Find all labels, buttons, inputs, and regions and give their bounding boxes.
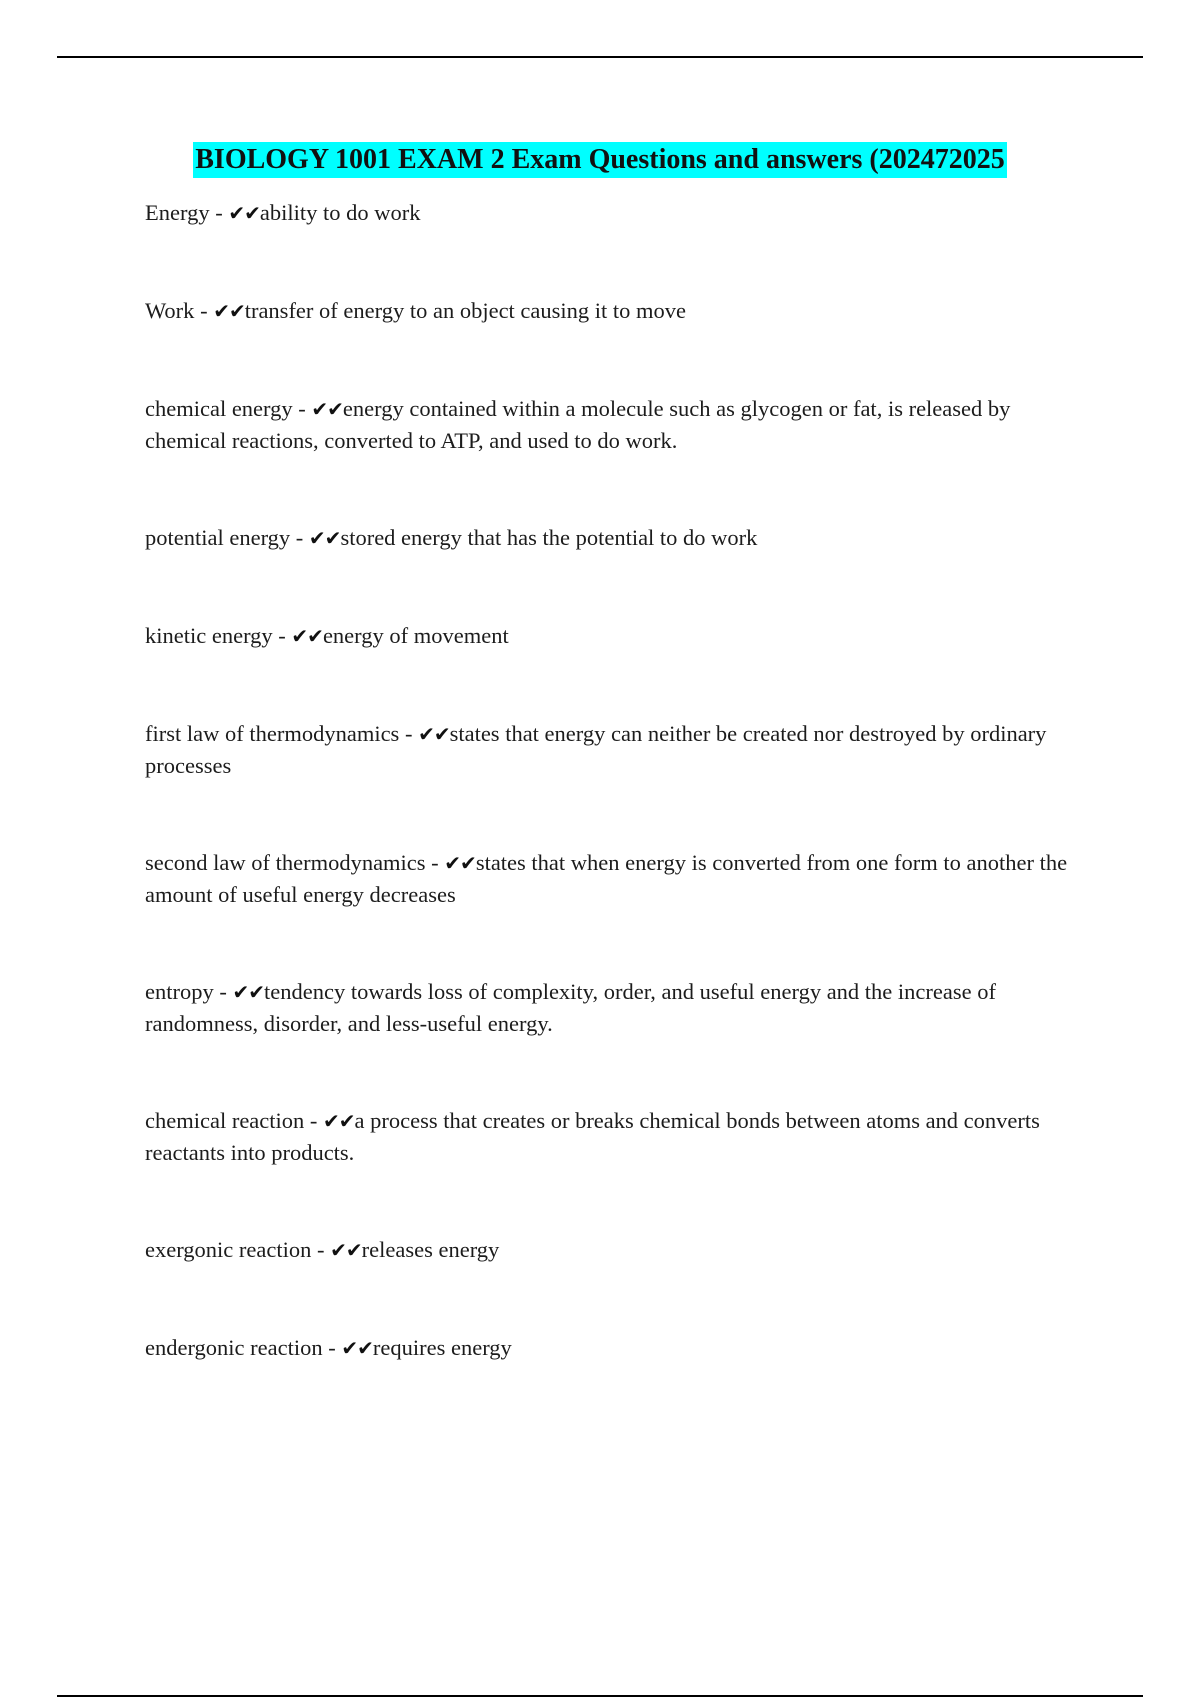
flashcard-entry bbox=[145, 197, 1095, 229]
entry-definition: releases energy bbox=[361, 1237, 500, 1262]
entry-definition: requires energy bbox=[372, 1335, 512, 1360]
flashcard-entry bbox=[145, 1234, 1095, 1266]
entry-definition: states that energy can neither be created nor destroyed by ordinary processes bbox=[145, 721, 1047, 778]
entry-separator: - bbox=[213, 979, 233, 1004]
entry-term: Work bbox=[145, 298, 195, 323]
entry-definition: states that when energy is converted from one form to another the amount of useful energy decreases bbox=[145, 850, 1068, 907]
flashcard-entry bbox=[145, 295, 1095, 327]
entry-term: chemical reaction bbox=[145, 1108, 305, 1133]
entry-definition: energy contained within a molecule such as glycogen or fat, is released by chemical reactions, converted to ATP, and used to do work. bbox=[145, 396, 1011, 453]
double-check-icon: ✔✔ bbox=[308, 526, 341, 550]
entry-term: second law of thermodynamics bbox=[145, 850, 426, 875]
top-rule bbox=[57, 56, 1143, 58]
entry-definition: a process that creates or breaks chemical bonds between atoms and converts reactants into products. bbox=[145, 1108, 1040, 1165]
double-check-icon: ✔✔ bbox=[291, 624, 323, 648]
document-title: BIOLOGY 1001 EXAM 2 Exam Questions and answers (202472025 bbox=[193, 142, 1006, 178]
entry-separator: - bbox=[272, 623, 292, 648]
double-check-icon: ✔✔ bbox=[213, 299, 245, 323]
entry-separator: - bbox=[311, 1237, 331, 1262]
entry-separator: - bbox=[290, 525, 309, 550]
flashcard-entry bbox=[145, 1105, 1095, 1168]
flashcard-entry bbox=[145, 847, 1095, 910]
title-container bbox=[0, 142, 1200, 178]
double-check-icon: ✔✔ bbox=[330, 1238, 362, 1262]
entry-separator: - bbox=[209, 200, 229, 225]
entry-definition: transfer of energy to an object causing it to move bbox=[244, 298, 687, 323]
entry-term: chemical energy bbox=[145, 396, 293, 421]
entry-definition: tendency towards loss of complexity, order, and useful energy and the increase of randomness, disorder, and less-useful energy. bbox=[145, 979, 996, 1036]
entry-separator: - bbox=[322, 1335, 342, 1360]
flashcard-list bbox=[145, 197, 1095, 1430]
double-check-icon: ✔✔ bbox=[323, 1109, 355, 1133]
double-check-icon: ✔✔ bbox=[232, 980, 264, 1004]
double-check-icon: ✔✔ bbox=[444, 851, 476, 875]
entry-term: kinetic energy bbox=[145, 623, 273, 648]
double-check-icon: ✔✔ bbox=[311, 397, 343, 421]
entry-separator: - bbox=[425, 850, 445, 875]
entry-term: first law of thermodynamics bbox=[145, 721, 400, 746]
entry-separator: - bbox=[304, 1108, 324, 1133]
flashcard-entry bbox=[145, 393, 1095, 456]
flashcard-entry bbox=[145, 522, 1095, 554]
bottom-rule bbox=[57, 1695, 1143, 1697]
double-check-icon: ✔✔ bbox=[228, 201, 260, 225]
entry-term: potential energy bbox=[145, 525, 291, 550]
entry-separator: - bbox=[292, 396, 312, 421]
flashcard-entry bbox=[145, 1332, 1095, 1364]
entry-definition: energy of movement bbox=[322, 623, 509, 648]
flashcard-entry bbox=[145, 718, 1095, 781]
entry-definition: ability to do work bbox=[259, 200, 421, 225]
double-check-icon: ✔✔ bbox=[341, 1336, 373, 1360]
entry-term: entropy bbox=[145, 979, 214, 1004]
double-check-icon: ✔✔ bbox=[418, 722, 450, 746]
entry-definition: stored energy that has the potential to do work bbox=[340, 525, 758, 550]
flashcard-entry bbox=[145, 976, 1095, 1039]
entry-separator: - bbox=[194, 298, 214, 323]
entry-term: endergonic reaction bbox=[145, 1335, 323, 1360]
entry-term: exergonic reaction bbox=[145, 1237, 312, 1262]
flashcard-entry bbox=[145, 620, 1095, 652]
entry-term: Energy bbox=[145, 200, 210, 225]
entry-separator: - bbox=[399, 721, 419, 746]
